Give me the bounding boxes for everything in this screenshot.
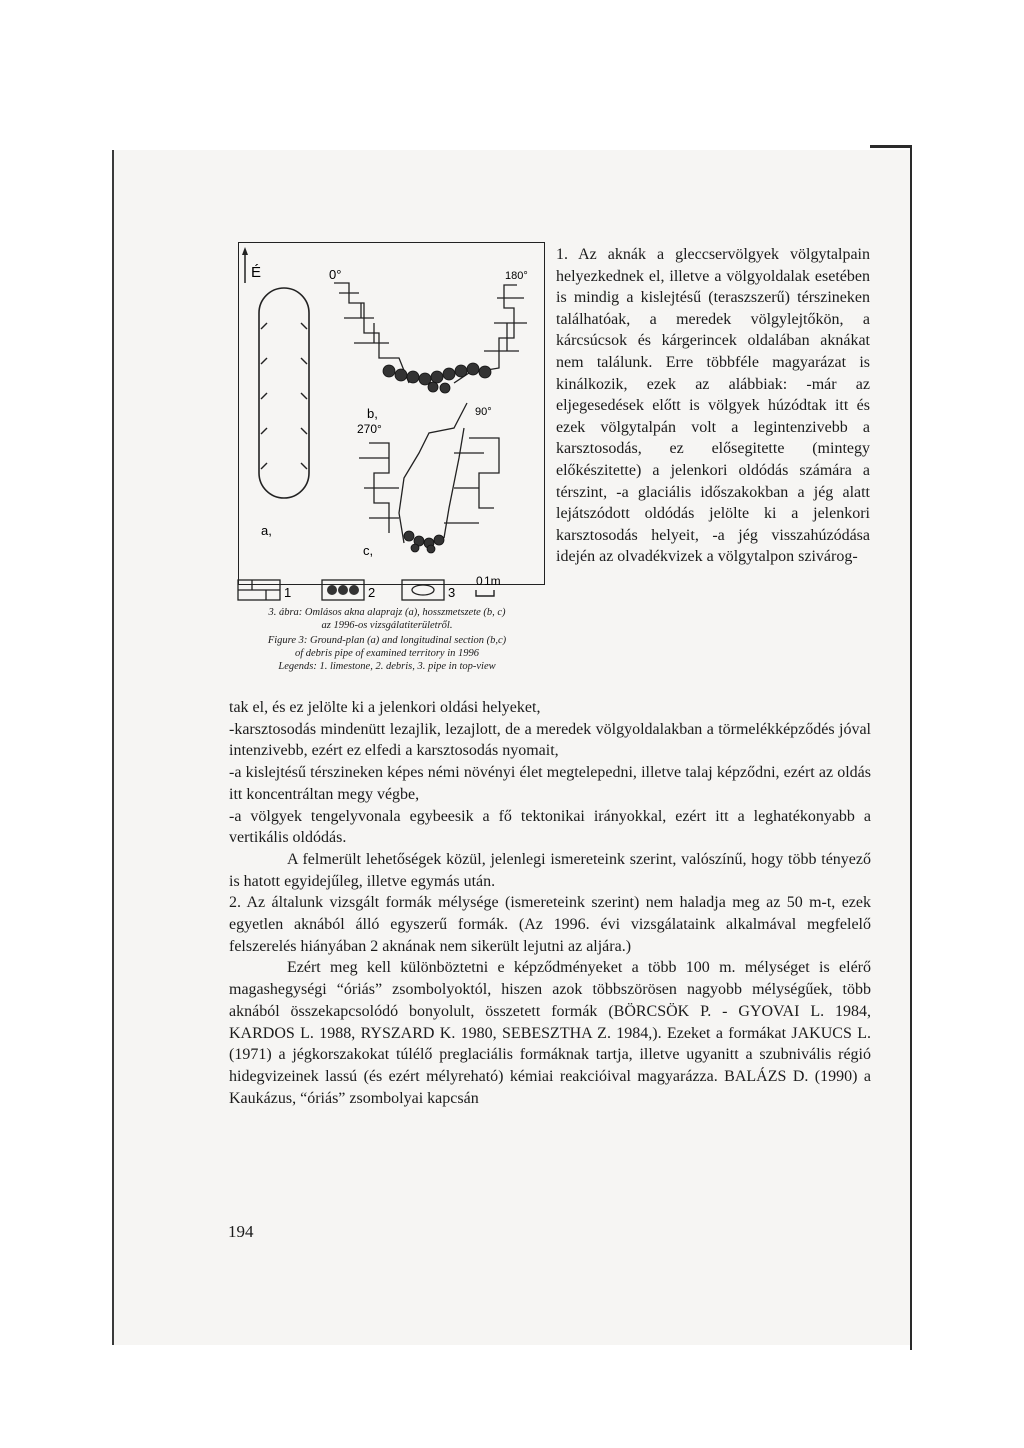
column-paragraph: 1. Az aknák a gleccservölgyek völgytalpain helyezkednek el, illetve a völgyoldalak esetében is mindig a kislejtésű (teraszszerű) térszineken találhatóak, a meredek völgylejtőkön, a kárcsúcsok és kárgerincek oldalában aknákat nem találunk. Erre többféle magyarázat is kinálkozik, ezek az alábbiak: -már az eljegesedések előtt is völgyek húzódtak itt és ezek völgytalpán volt a legintenzivebb a karsztosodás, ez elősegitette (mintegy előkészitette) a jelenkori oldódás számára a térszint, -a glaciális időszakokban a jég alatt lejátszódott oldódás jelölte ki a jelenkori karsztosodás helyeit, -a jég visszahúzódása idején az olvadékvizek a völgytalpon szivárog- bbox=[556, 246, 870, 566]
page-edge-right bbox=[910, 145, 912, 1350]
page-edge-left bbox=[112, 150, 114, 1345]
legend-pipe-swatch bbox=[402, 580, 444, 600]
scale-bar bbox=[476, 574, 501, 596]
body-paragraph-1: tak el, és ez jelölte ki a jelenkori oldási helyeket, bbox=[229, 699, 541, 716]
angle-90-label: 90° bbox=[475, 406, 492, 418]
figure-legend bbox=[236, 572, 556, 612]
body-paragraph-2: -karsztosodás mindenütt lezajlik, lezajlott, de a meredek völgyoldalakban a törmelékképződés jóval intenzivebb, ezért ez elfedi a karsztosodás nyomait, bbox=[229, 720, 871, 760]
angle-270-label: 270° bbox=[357, 422, 382, 436]
page-corner-top bbox=[870, 145, 912, 148]
north-label: É bbox=[251, 264, 262, 281]
caption-en-line3: Legends: 1. limestone, 2. debris, 3. pipe in top-view bbox=[278, 661, 496, 672]
legend-limestone-swatch bbox=[238, 580, 280, 600]
lower-section-debris bbox=[404, 531, 444, 553]
scale-0-label: 0 bbox=[476, 574, 483, 588]
label-a: a, bbox=[261, 523, 272, 538]
legend-debris-swatch bbox=[322, 580, 364, 600]
body-paragraph-6: 2. Az általunk vizsgált formák mélysége (ismereteink szerint) nem haladja meg az 50 m-t, ezek egyetlen aknából álló egyszerű formák. (Az 1996. évi vizsgálataink alkalmával megfelelő felszerelés hiányában 2 aknának nem sikerült lejutni az aljára.) bbox=[229, 894, 871, 955]
angle-0-label: 0° bbox=[329, 267, 342, 282]
caption-hu-line2: az 1996-os vizsgálatiterületről. bbox=[321, 620, 453, 631]
upper-section-limestone bbox=[334, 283, 527, 383]
caption-en-line2: of debris pipe of examined territory in 1996 bbox=[294, 648, 480, 659]
body-paragraph-5: A felmerült lehetőségek közül, jelenlegi ismereteink szerint, valószínű, hogy több tényező is hatott egyidejűleg, illetve egymás után. bbox=[229, 850, 871, 890]
caption-en-line1: Figure 3: Ground-plan (a) and longitudinal section (b,c) bbox=[267, 635, 507, 646]
scale-1m-label: 1m bbox=[484, 574, 501, 588]
angle-180-label: 180° bbox=[505, 270, 528, 282]
body-paragraph-7: Ezért meg kell különböztetni e képződményeket a több 100 m. mélységet is elérő magashegységi “óriás” zsombolyoktól, hiszen azok többszörösen nagyobb mélységűek, több aknából összekapcsolódó bonyolult, összetett formák (BÖRCSÖK P. - GYOVAI L. 1984, KARDOS L. 1988, RYSZARD K. 1980, SEBESZTHA Z. 1984,). Ezeket a formákat JAKUCS L. (1971) a jégkorszakokat túlélő preglaciális formáknak tartja, illetve ugyanitt a szubnivális régió hidegvizeinek lassú (és ezért mélyreható) kémiai reakcióival magyarázza. BALÁZS D. (1990) a Kaukázus, “óriás” zsombolyai kapcsán bbox=[229, 959, 871, 1107]
body-paragraph-4: -a völgyek tengelyvonala egybeesik a fő tektonikai irányokkal, ezért itt a leghatékonyabb a vertikális oldódás. bbox=[229, 807, 871, 847]
right-column-text bbox=[556, 244, 870, 568]
figure-frame bbox=[238, 242, 545, 585]
caption-hu-line1: 3. ábra: Omlásos akna alaprajz (a), hosszmetszete (b, c) bbox=[268, 607, 506, 618]
legend-1-label: 1 bbox=[284, 585, 292, 600]
page-number: 194 bbox=[228, 1222, 254, 1241]
label-b: b, bbox=[367, 406, 378, 421]
legend-3-label: 3 bbox=[448, 585, 456, 600]
cave-section-drawing bbox=[239, 243, 544, 584]
legend-2-label: 2 bbox=[368, 585, 376, 600]
upper-section-debris bbox=[383, 363, 491, 393]
label-c: c, bbox=[363, 543, 374, 558]
body-text bbox=[229, 697, 871, 1109]
ground-plan-ticks bbox=[261, 323, 307, 469]
body-paragraph-3: -a kislejtésű térszineken képes némi növényi élet megtelepedni, illetve talaj képződni, ezért az oldás itt koncentráltan megy végbe, bbox=[229, 764, 871, 803]
